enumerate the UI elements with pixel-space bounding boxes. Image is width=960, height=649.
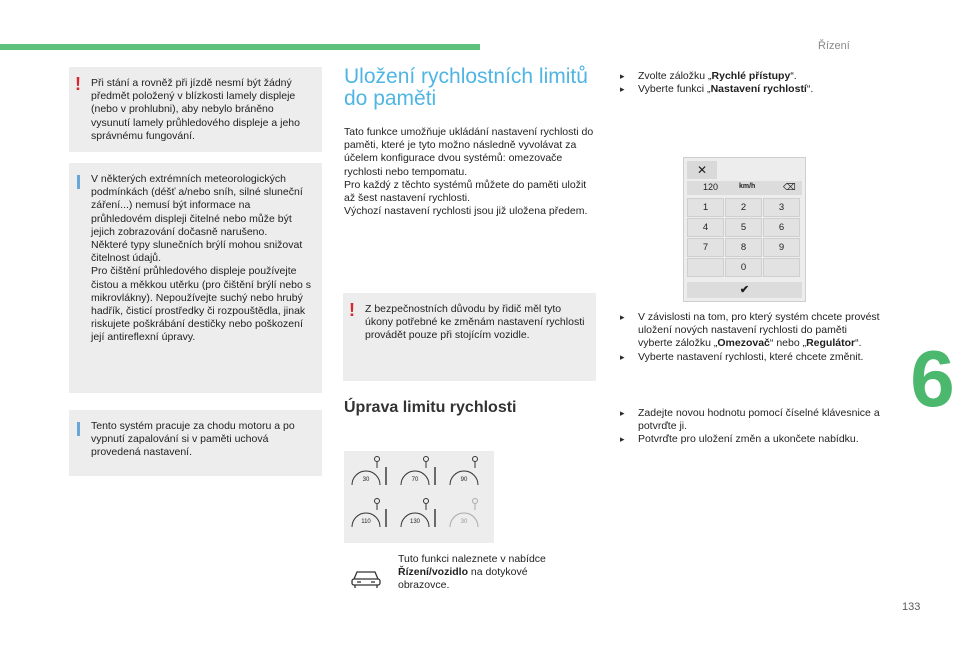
speed-limit-icons <box>344 451 494 543</box>
speed-value: 120 <box>703 182 719 192</box>
speed-entry-field <box>687 181 802 195</box>
key-0: 0 <box>725 258 762 277</box>
gauge-value-4: 110 <box>361 519 371 525</box>
gauge-value-5: 130 <box>409 519 421 525</box>
speed-unit: km/h <box>739 183 756 190</box>
key-blank-left <box>687 258 724 277</box>
intro-paragraph <box>344 126 594 218</box>
arrow-icon: ▸ <box>620 312 625 322</box>
chapter-tab <box>905 330 960 428</box>
key-9: 9 <box>763 238 800 257</box>
info-text-2: Některé typy slunečních brýlí mohou snižovat čitelnost údajů. <box>91 239 303 265</box>
warning-text: Z bezpečnostních důvodu by řidič měl tyto úkony potřebné ke změnám nastavení rychlosti provádět pouze při stojícím vozidle. <box>365 303 585 342</box>
arrow-icon: ▸ <box>620 351 625 362</box>
menu-location-text <box>398 553 578 593</box>
key-2: 2 <box>725 198 762 217</box>
key-7: 7 <box>687 238 724 257</box>
intro-line-2: Pro každý z těchto systémů můžete do paměti uložit až šest nastavení rychlosti. <box>344 178 587 205</box>
page-number: 133 <box>902 601 921 613</box>
key-6: 6 <box>763 218 800 237</box>
info-text-3: Pro čištění průhledového displeje používejte čistou a měkkou utěrku (pro čištění brýlí nebo s mikrovlákny). Nepoužívejte suchý nebo hrubý hadřík, čisticí prostředky či rozpouštědla, jinak riskujete poškrábání destičky nebo poškození její antireflexní úpravy. <box>91 265 312 344</box>
car-menu-icon <box>349 565 383 594</box>
warning-text: Při stání a rovněž při jízdě nesmí být žádný předmět položený v blízkosti lamely displeje (nebo v prohlubni), aby nebylo bráněno vysunutí lamely průhledového displeje a jeho správnému fungování. <box>91 77 300 142</box>
arrow-icon: ▸ <box>620 71 625 81</box>
close-icon: ✕ <box>687 161 717 179</box>
section-heading: Uložení rychlostních limitů do paměti <box>344 65 588 110</box>
intro-line-1: Tato funkce umožňuje ukládání nastavení rychlosti do paměti, které je tyto možno následně vyvolávat za účelem konfigurace dvou systémů: omezovače rychlosti nebo tempomatu. <box>344 126 594 178</box>
steps-bottom <box>620 407 880 447</box>
steps-mid <box>620 311 880 364</box>
arrow-icon: ▸ <box>620 84 625 95</box>
info-box-memory <box>69 410 322 476</box>
key-8: 8 <box>725 238 762 257</box>
info-box-conditions <box>69 163 322 393</box>
backspace-icon: ⌫ <box>783 182 796 192</box>
info-icon <box>77 422 80 436</box>
key-1: 1 <box>687 198 724 217</box>
step-item: ▸ V závislosti na tom, pro který systém chcete provést uložení nových nastavení rychlosti do paměti vyberte záložku „Omezovač“ nebo „Regulátor“. <box>620 311 880 350</box>
section-title: Řízení <box>818 40 850 52</box>
key-5: 5 <box>725 218 762 237</box>
steps-top <box>620 70 880 96</box>
menu-text-bold: Řízení/vozidlo <box>398 566 469 579</box>
key-3: 3 <box>763 198 800 217</box>
key-4: 4 <box>687 218 724 237</box>
info-text-1: V některých extrémních meteorologických podmínkách (déšť a/nebo sníh, silné sluneční záření...) nemusí být informace na průhledovém displeji čitelné nebo může být jejich zobrazování dočasně narušeno. <box>91 173 303 238</box>
arrow-icon: ▸ <box>620 408 625 418</box>
menu-text-post: na dotykové obrazovce. <box>398 566 528 592</box>
gauge-value-3: 90 <box>460 477 468 483</box>
step-item: ▸ Vyberte nastavení rychlosti, které chcete změnit. <box>620 350 864 363</box>
chapter-number: 6 <box>910 334 955 423</box>
speedometer-icons <box>344 451 494 543</box>
warning-icon: ! <box>75 74 81 94</box>
step-item: ▸ Vyberte funkci „Nastavení rychlostí“. <box>620 83 814 96</box>
header-accent-bar <box>0 44 480 50</box>
intro-line-3: Výchozí nastavení rychlosti jsou již uložena předem. <box>344 205 588 218</box>
step-item: ▸ Zvolte záložku „Rychlé přístupy“. <box>620 70 797 82</box>
keypad-grid <box>687 198 802 280</box>
step-item: ▸ Zadejte novou hodnotu pomocí číselné klávesnice a potvrďte ji. <box>620 407 880 433</box>
warning-box-safety <box>343 293 596 381</box>
key-blank-right <box>763 258 800 277</box>
warning-box-display-lamella <box>69 67 322 152</box>
confirm-check-icon: ✔ <box>687 282 802 298</box>
gauge-value-1: 30 <box>362 477 370 483</box>
subheading: Úprava limitu rychlosti <box>344 399 517 416</box>
arrow-icon: ▸ <box>620 434 625 445</box>
info-text: Tento systém pracuje za chodu motoru a po vypnutí zapalování si v paměti uchová provedená nastavení. <box>91 420 295 459</box>
warning-icon: ! <box>349 300 355 320</box>
menu-text-pre: Tuto funkci naleznete v nabídce <box>398 553 546 565</box>
gauge-value-2: 70 <box>411 477 419 483</box>
info-icon <box>77 175 80 189</box>
step-item: ▸ Potvrďte pro uložení změn a ukončete nabídku. <box>620 433 859 446</box>
gauge-value-6: 30 <box>460 519 468 525</box>
speed-keypad-illustration <box>683 157 806 302</box>
